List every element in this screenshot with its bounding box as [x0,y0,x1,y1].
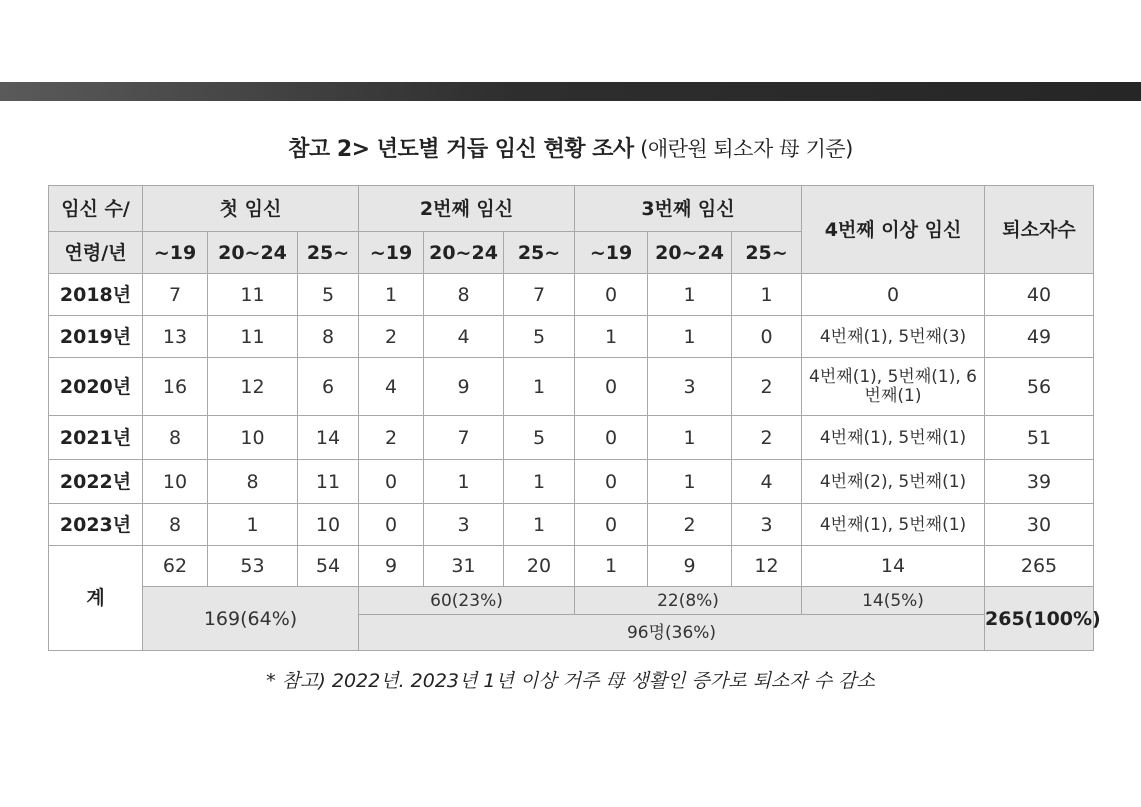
fourth-plus-header: 4번째 이상 임신 [802,186,985,274]
value-cell: 10 [143,460,208,504]
value-cell: 2 [359,416,424,460]
age-header: 25~ [298,232,359,274]
value-cell: 11 [298,460,359,504]
value-cell: 1 [504,358,575,416]
year-cell: 2021년 [49,416,143,460]
value-cell: 1 [732,274,802,316]
age-header: 25~ [504,232,575,274]
value-cell: 12 [208,358,298,416]
value-cell: 0 [359,504,424,546]
total-value-cell: 20 [504,546,575,587]
fourth-plus-cell: 4번째(2), 5번째(1) [802,460,985,504]
age-header: ~19 [575,232,648,274]
second-pregnancy-share: 60(23%) [359,587,575,615]
fourth-plus-cell: 4번째(1), 5번째(1) [802,504,985,546]
value-cell: 4 [732,460,802,504]
table-row [49,460,1094,504]
total-value-cell: 9 [648,546,732,587]
repeat-pregnancy-share: 96명(36%) [359,615,985,651]
value-cell: 5 [504,416,575,460]
age-header: ~19 [143,232,208,274]
value-cell: 9 [424,358,504,416]
year-cell: 2019년 [49,316,143,358]
table-row [49,504,1094,546]
fourth-plus-share: 14(5%) [802,587,985,615]
total-value-cell: 31 [424,546,504,587]
fourth-plus-cell: 4번째(1), 5번째(1), 6번째(1) [802,358,985,416]
third-pregnancy-share: 22(8%) [575,587,802,615]
value-cell: 6 [298,358,359,416]
total-cell: 56 [985,358,1094,416]
value-cell: 1 [424,460,504,504]
year-cell: 2022년 [49,460,143,504]
value-cell: 0 [575,416,648,460]
value-cell: 1 [648,460,732,504]
value-cell: 2 [732,416,802,460]
value-cell: 2 [648,504,732,546]
total-cell: 39 [985,460,1094,504]
age-header: 20~24 [208,232,298,274]
value-cell: 5 [298,274,359,316]
top-banner-bar [0,82,1141,101]
grand-total-share: 265(100%) [985,587,1094,651]
value-cell: 3 [732,504,802,546]
value-cell: 0 [575,274,648,316]
total-value-cell: 62 [143,546,208,587]
fourth-plus-cell: 4번째(1), 5번째(3) [802,316,985,358]
table-row [49,274,1094,316]
value-cell: 0 [575,504,648,546]
group-header-third: 3번째 임신 [575,186,802,232]
year-cell: 2023년 [49,504,143,546]
table-row [49,416,1094,460]
group-header-first: 첫 임신 [143,186,359,232]
corner-header-top: 임신 수/ [49,186,143,232]
first-pregnancy-share: 169(64%) [143,587,359,651]
value-cell: 14 [298,416,359,460]
table-row [49,358,1094,416]
total-value-cell: 9 [359,546,424,587]
total-cell: 40 [985,274,1094,316]
totals-label: 계 [49,546,143,651]
total-header: 퇴소자수 [985,186,1094,274]
total-value-cell: 12 [732,546,802,587]
value-cell: 1 [575,316,648,358]
header-row-1 [49,186,1094,232]
total-value-cell: 54 [298,546,359,587]
value-cell: 7 [504,274,575,316]
value-cell: 1 [648,416,732,460]
fourth-plus-cell: 4번째(1), 5번째(1) [802,416,985,460]
value-cell: 0 [575,358,648,416]
value-cell: 8 [143,504,208,546]
value-cell: 1 [208,504,298,546]
age-header: ~19 [359,232,424,274]
value-cell: 8 [298,316,359,358]
value-cell: 3 [648,358,732,416]
value-cell: 3 [424,504,504,546]
total-value-cell: 1 [575,546,648,587]
value-cell: 7 [143,274,208,316]
value-cell: 8 [208,460,298,504]
value-cell: 11 [208,316,298,358]
fourth-plus-cell: 0 [802,274,985,316]
age-header: 20~24 [648,232,732,274]
value-cell: 1 [504,504,575,546]
value-cell: 4 [424,316,504,358]
title-sub: (애란원 퇴소자 母 기준) [640,137,853,161]
grand-total-cell: 265 [985,546,1094,587]
pregnancy-survey-table [48,185,1101,651]
year-cell: 2020년 [49,358,143,416]
total-cell: 51 [985,416,1094,460]
total-cell: 49 [985,316,1094,358]
totals-row [49,546,1094,587]
value-cell: 2 [732,358,802,416]
group-header-second: 2번째 임신 [359,186,575,232]
value-cell: 5 [504,316,575,358]
age-header: 25~ [732,232,802,274]
value-cell: 1 [648,316,732,358]
value-cell: 1 [359,274,424,316]
table-row [49,316,1094,358]
value-cell: 2 [359,316,424,358]
total-fourth-cell: 14 [802,546,985,587]
title-main: 참고 2> 년도별 거듭 임신 현황 조사 [288,137,634,162]
value-cell: 0 [575,460,648,504]
value-cell: 16 [143,358,208,416]
value-cell: 11 [208,274,298,316]
value-cell: 10 [298,504,359,546]
corner-header-bottom: 연령/년 [49,232,143,274]
footnote: * 참고) 2022년. 2023년 1년 이상 거주 母 생활인 증가로 퇴소자 수 감소 [266,670,875,692]
value-cell: 1 [504,460,575,504]
value-cell: 8 [143,416,208,460]
total-value-cell: 53 [208,546,298,587]
total-cell: 30 [985,504,1094,546]
value-cell: 4 [359,358,424,416]
age-header: 20~24 [424,232,504,274]
value-cell: 0 [359,460,424,504]
value-cell: 13 [143,316,208,358]
percent-row [49,587,1094,615]
value-cell: 1 [648,274,732,316]
value-cell: 7 [424,416,504,460]
page-title [0,132,1141,163]
value-cell: 10 [208,416,298,460]
year-cell: 2018년 [49,274,143,316]
value-cell: 0 [732,316,802,358]
value-cell: 8 [424,274,504,316]
